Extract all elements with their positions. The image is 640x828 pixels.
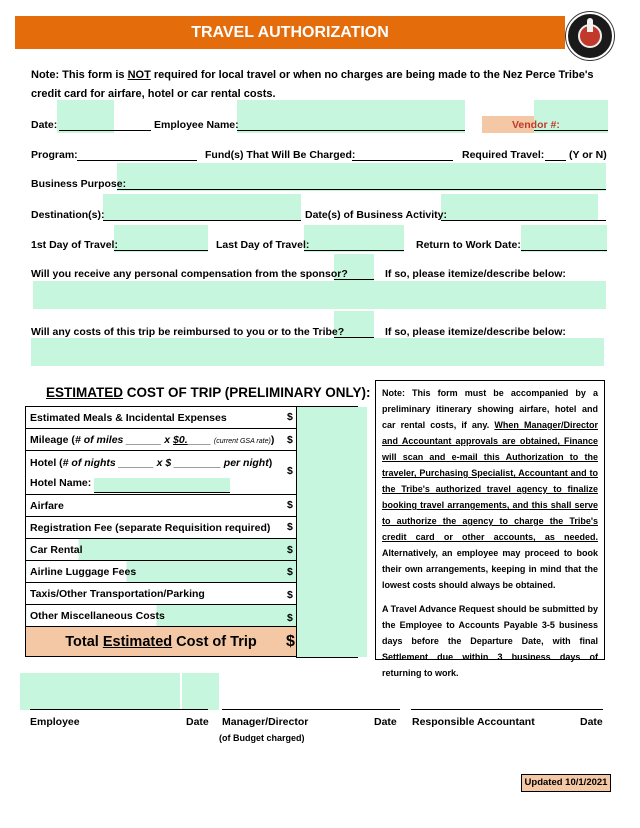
last-day-label: Last Day of Travel:: [216, 239, 310, 251]
employee-name-field-highlight[interactable]: [237, 100, 465, 133]
vendor-input[interactable]: [534, 130, 608, 131]
currency-sign: $: [287, 612, 293, 624]
destinations-field-highlight[interactable]: [103, 194, 301, 221]
top-note: Note: This form is NOT required for local travel or when no charges are being made to the Nez Perce Tribe's credit card for airfare, hotel or car rental costs.: [31, 69, 594, 100]
cost-label: Registration Fee (separate Requisition required): [26, 517, 297, 539]
return-day-label: Return to Work Date:: [416, 239, 521, 251]
employee-name-input[interactable]: [237, 130, 465, 131]
first-day-label: 1st Day of Travel:: [31, 239, 118, 251]
cost-row-mileage: [26, 429, 358, 451]
instructions-note: [375, 380, 605, 678]
vendor-label: Vendor #:: [512, 119, 560, 131]
currency-sign: $: [287, 566, 293, 578]
manager-date-label: Date: [374, 716, 397, 728]
employee-date-label: Date: [186, 716, 209, 728]
cost-label: Estimated Meals & Incidental Expenses: [26, 407, 297, 429]
currency-sign: $: [286, 633, 295, 650]
cost-row-car: [26, 539, 358, 561]
compensation-itemize-label: If so, please itemize/describe below:: [385, 268, 566, 280]
currency-sign: $: [287, 544, 293, 556]
employee-name-label: Employee Name:: [154, 119, 239, 131]
currency-sign: $: [287, 434, 293, 446]
employee-signature-line: [30, 709, 208, 710]
currency-sign: $: [287, 411, 293, 423]
cost-heading: ESTIMATED COST OF TRIP (PRELIMINARY ONLY):: [46, 385, 371, 400]
required-travel-label: Required Travel:: [462, 149, 545, 161]
date-label: Date:: [31, 119, 58, 131]
tribe-seal-logo: [566, 12, 614, 60]
date-input[interactable]: [59, 130, 151, 131]
amount-cell[interactable]: [297, 451, 358, 495]
compensation-description-input[interactable]: [33, 281, 606, 309]
cost-row-misc: [26, 605, 358, 627]
accountant-signature-line: [411, 709, 603, 710]
accountant-signature-label: Responsible Accountant: [412, 716, 535, 728]
cost-row-total: [26, 627, 358, 657]
dates-activity-label: Date(s) of Business Activity:: [305, 209, 447, 221]
employee-date-field[interactable]: [182, 673, 219, 710]
business-purpose-label: Business Purpose:: [31, 178, 127, 190]
cost-row-airfare: [26, 495, 358, 517]
manager-signature-line: [222, 709, 400, 710]
program-label: Program:: [31, 149, 78, 161]
cost-label: Other Miscellaneous Costs: [26, 605, 297, 627]
amount-cell[interactable]: [297, 407, 358, 429]
first-day-input[interactable]: [114, 250, 208, 251]
manager-subtitle: (of Budget charged): [219, 733, 305, 743]
yn-hint: (Y or N): [569, 149, 607, 161]
business-purpose-input[interactable]: [117, 189, 606, 190]
amount-cell[interactable]: [297, 495, 358, 517]
page-title: TRAVEL AUTHORIZATION: [191, 24, 389, 41]
total-amount-cell[interactable]: [297, 627, 358, 657]
cost-label-hotel: Hotel (# of nights ______ x $ ________ per night) Hotel Name:: [26, 451, 297, 495]
manager-signature-label: Manager/Director: [222, 716, 309, 728]
employee-signature-field[interactable]: [20, 673, 180, 710]
amount-cell[interactable]: [297, 429, 358, 451]
cost-row-taxis: [26, 583, 358, 605]
amount-cell[interactable]: [297, 605, 358, 627]
amount-cell[interactable]: [297, 517, 358, 539]
updated-badge: Updated 10/1/2021: [521, 774, 611, 792]
reimbursement-description-input[interactable]: [31, 338, 604, 366]
currency-sign: $: [287, 589, 293, 601]
destinations-input[interactable]: [103, 220, 301, 221]
dates-activity-input[interactable]: [441, 220, 606, 221]
amount-cell[interactable]: [297, 539, 358, 561]
cost-row-registration: [26, 517, 358, 539]
cost-table: [25, 406, 358, 658]
amount-cell[interactable]: [297, 583, 358, 605]
cost-row-hotel: [26, 451, 358, 495]
accountant-date-label: Date: [580, 716, 603, 728]
cost-label: Airline Luggage Fees: [26, 561, 297, 583]
funds-label: Fund(s) That Will Be Charged:: [205, 149, 356, 161]
cost-row-meals: [26, 407, 358, 429]
program-input[interactable]: [77, 160, 197, 161]
cost-label-mileage: Mileage (# of miles ______ x $0.____ (current GSA rate)): [26, 429, 297, 451]
dates-activity-field-highlight[interactable]: [441, 194, 598, 221]
hotel-name-input[interactable]: [94, 478, 230, 493]
currency-sign: $: [287, 499, 293, 511]
date-field-highlight[interactable]: [57, 100, 114, 133]
instructions-paragraph: Note: This form must be accompanied by a preliminary itinerary showing airfare, hotel and car rental costs, if any. When Manager/Director and Accountant approvals are obtained, Finance will scan and e-mail this Authorization to the traveler, Purchasing Specialist, Accountant and to the Tribe's authorized travel agency to finalize booking travel arrangements, and this shall serve to authorize the agency to charge the Tribe's credit card or other accounts, as needed. Alternatively, an employee may proceed to book their own arrangements, keeping in mind that the lowest costs should always be obtained.: [382, 388, 598, 590]
reimbursement-question: Will any costs of this trip be reimbursed to you or to the Tribe?: [31, 326, 345, 338]
employee-signature-label: Employee: [30, 716, 80, 728]
last-day-input[interactable]: [304, 250, 404, 251]
funds-input[interactable]: [352, 160, 453, 161]
compensation-answer-input[interactable]: [334, 279, 374, 280]
last-day-field-highlight[interactable]: [304, 225, 404, 252]
cost-label: Car Rental: [26, 539, 297, 561]
currency-sign: $: [287, 465, 293, 477]
destinations-label: Destination(s):: [31, 209, 105, 221]
compensation-question: Will you receive any personal compensation from the sponsor?: [31, 268, 348, 280]
return-day-input[interactable]: [521, 250, 607, 251]
first-day-field-highlight[interactable]: [114, 225, 208, 252]
return-day-field-highlight[interactable]: [521, 225, 607, 252]
cost-label: Taxis/Other Transportation/Parking: [26, 583, 297, 605]
reimbursement-itemize-label: If so, please itemize/describe below:: [385, 326, 566, 338]
amount-cell[interactable]: [297, 561, 358, 583]
required-travel-input[interactable]: [545, 160, 566, 161]
currency-sign: $: [287, 521, 293, 533]
advance-paragraph: A Travel Advance Request should be submitted by the Employee to Accounts Payable 3-5 business days before the Departure Date, with final Settlement due within 3 business days of returning to work.: [382, 604, 598, 678]
cost-label: Airfare: [26, 495, 297, 517]
cost-row-luggage: [26, 561, 358, 583]
business-purpose-field-highlight[interactable]: [117, 163, 606, 191]
total-label: Total Estimated Cost of Trip: [26, 627, 297, 657]
